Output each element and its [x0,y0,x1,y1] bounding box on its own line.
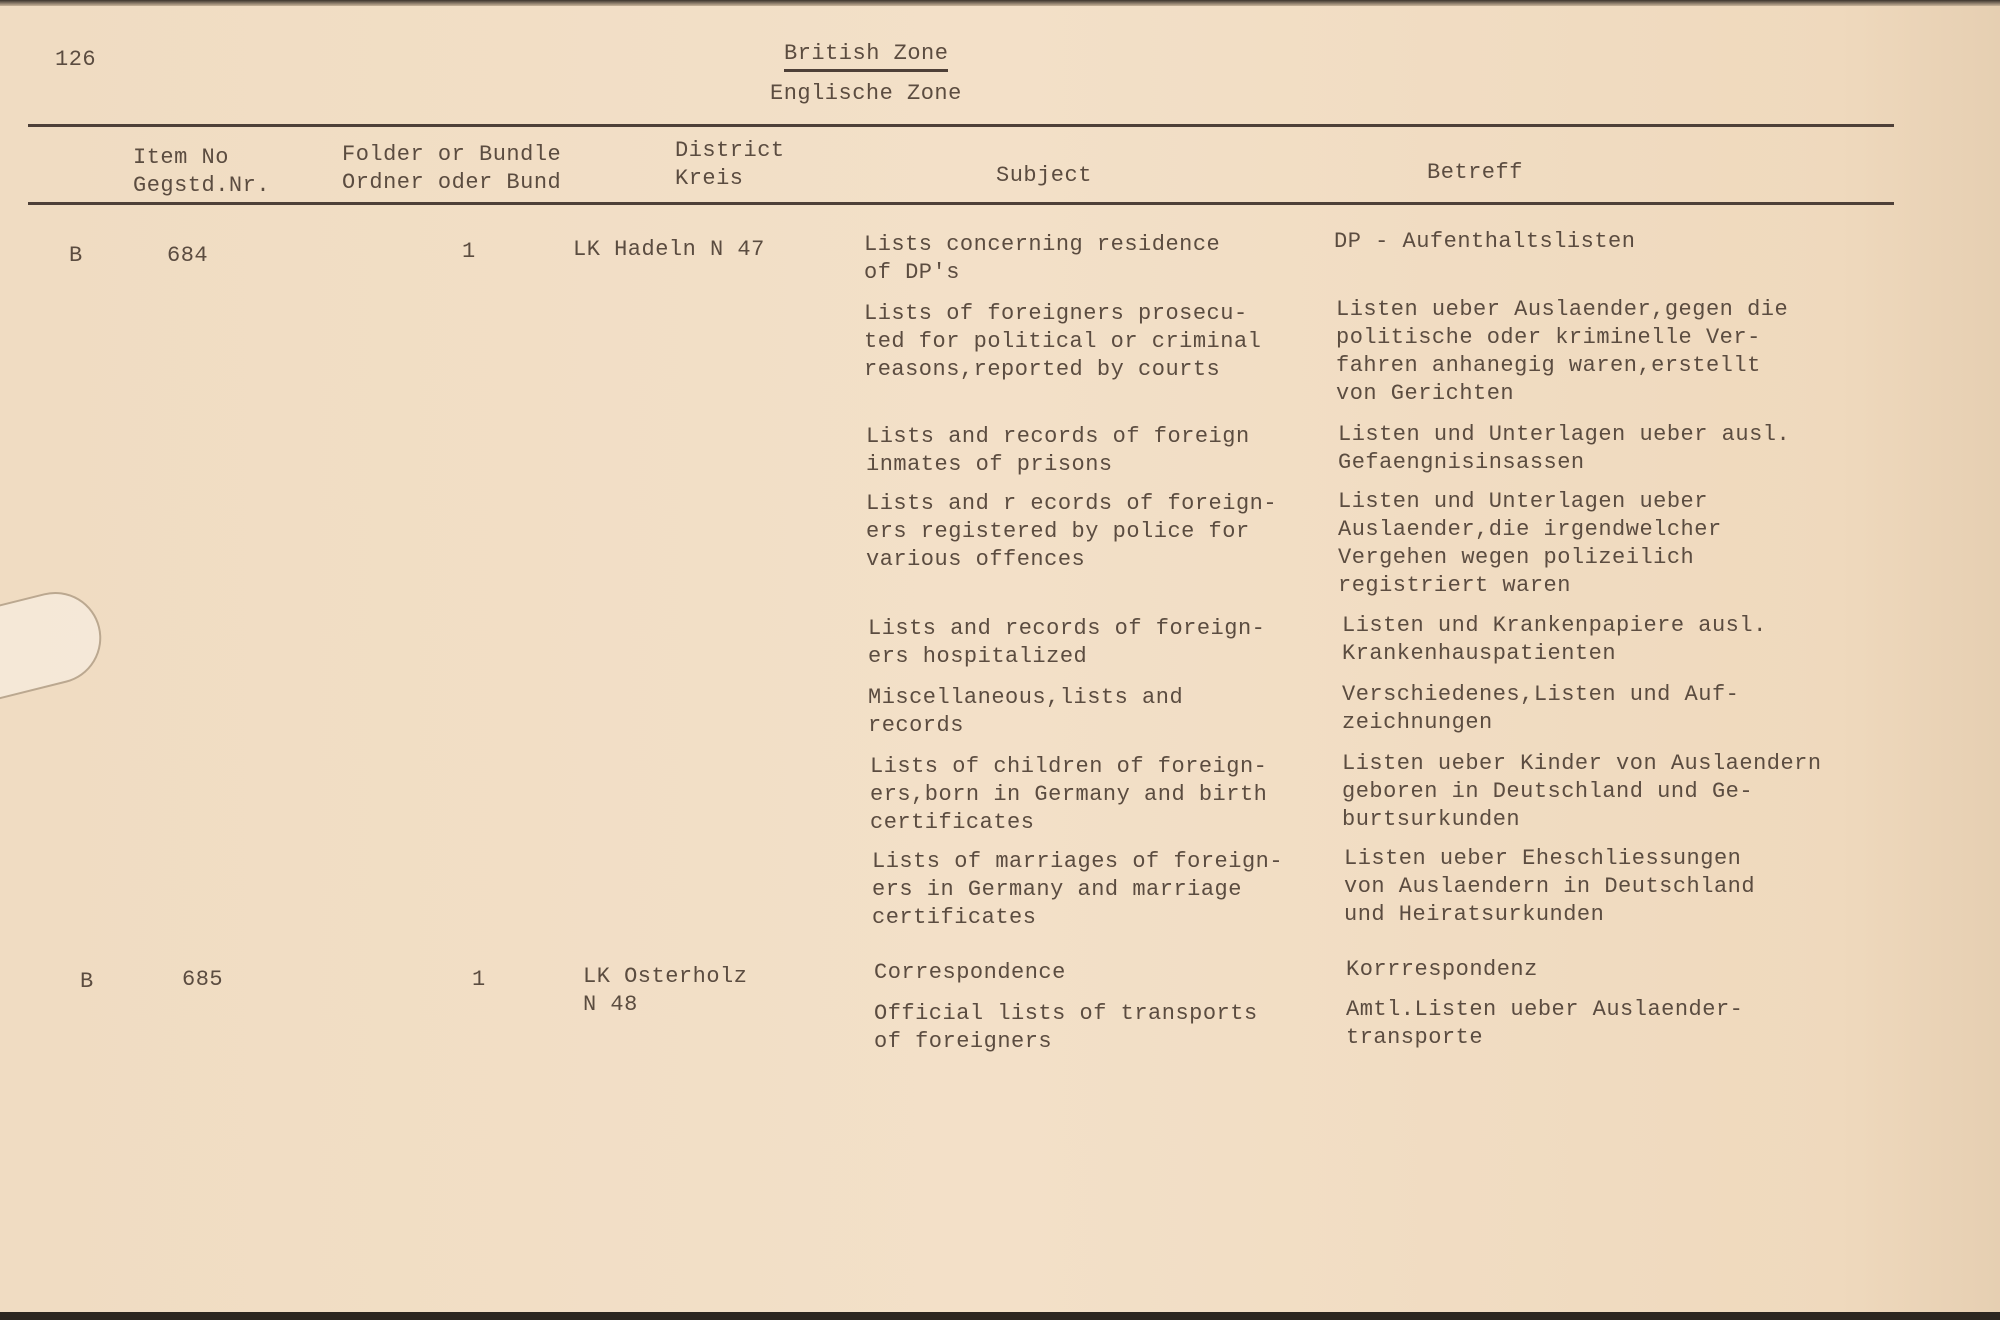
subject-entry: Lists and records of foreign inmates of prisons [866,424,1250,477]
item-number: 684 [167,243,209,268]
subject-entry: Lists concerning residence of DP's [864,232,1221,285]
subject-entry: Official lists of transports of foreigners [874,1001,1258,1054]
page-number: 126 [55,47,97,72]
betreff-entry: Verschiedenes,Listen und Auf- zeichnungen [1342,682,1740,735]
subject-entry: Lists and records of foreign- ers hospitalized [868,616,1266,669]
betreff-entry: Amtl.Listen ueber Auslaender- transporte [1346,997,1744,1050]
betreff-entry: Korrrespondenz [1346,957,1538,982]
header-folder: Folder or Bundle Ordner oder Bund [342,142,562,195]
subject-entry: Lists of foreigners prosecu- ted for political or criminal reasons,reported by courts [864,301,1262,382]
page-top-edge [0,0,2000,6]
header-betreff: Betreff [1427,160,1523,185]
subject-entry: Lists of children of foreign- ers,born in Germany and birth certificates [870,754,1268,835]
betreff-entry: Listen ueber Eheschliessungen von Auslaendern in Deutschland und Heiratsurkunden [1344,846,1756,927]
betreff-entry: Listen und Unterlagen ueber Auslaender,die irgendwelcher Vergehen wegen polizeilich registriert waren [1338,489,1722,598]
header-item-no: Item No Gegstd.Nr. [133,145,271,198]
betreff-entry: Listen ueber Kinder von Auslaendern geboren in Deutschland und Ge- burtsurkunden [1342,751,1822,832]
paper-clip [0,582,111,706]
subject-entry: Miscellaneous,lists and records [868,685,1184,738]
subject-entry: Correspondence [874,960,1066,985]
page-bottom-edge [0,1312,2000,1320]
betreff-entry: DP - Aufenthaltslisten [1334,229,1636,254]
header-district: District Kreis [675,138,785,191]
district: LK Hadeln N 47 [573,237,765,262]
page-title: British Zone [784,40,948,72]
folder-number: 1 [462,239,476,264]
betreff-entry: Listen und Unterlagen ueber ausl. Gefaengnisinsassen [1338,422,1791,475]
district: LK Osterholz N 48 [583,964,748,1017]
subject-entry: Lists of marriages of foreign- ers in Germany and marriage certificates [872,849,1284,930]
betreff-entry: Listen und Krankenpapiere ausl. Krankenhauspatienten [1342,613,1767,666]
row-prefix: B [80,969,94,994]
header-subject: Subject [996,163,1092,188]
header-bottom-rule [28,202,1894,205]
betreff-entry: Listen ueber Auslaender,gegen die politische oder kriminelle Ver- fahren anhanegig waren,erstellt von Gerichten [1336,297,1789,406]
subject-entry: Lists and r ecords of foreign- ers registered by police for various offences [866,491,1278,572]
folder-number: 1 [472,967,486,992]
row-prefix: B [69,243,83,268]
header-top-rule [28,124,1894,127]
item-number: 685 [182,967,224,992]
page-subtitle: Englische Zone [770,81,962,106]
